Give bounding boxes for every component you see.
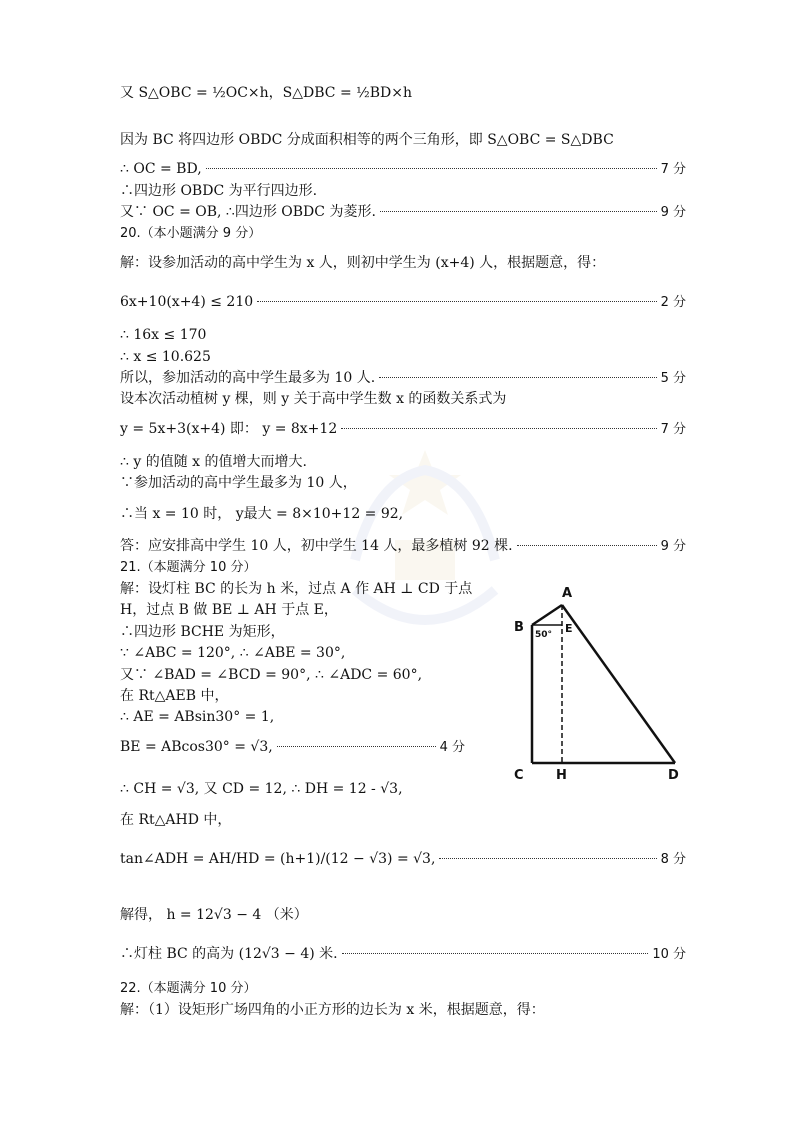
line-area-formulas: 又 S△OBC = ½OC×h，S△DBC = ½BD×h bbox=[120, 85, 412, 101]
label-angle: 50° bbox=[535, 630, 553, 640]
score-label: 9 分 bbox=[660, 539, 686, 554]
segment-ad bbox=[562, 605, 675, 763]
line-rhombus: 又∵ OC = OB, ∴四边形 OBDC 为菱形. 9 分 bbox=[120, 204, 686, 220]
line-solve-h: 解得， h = 12√3 − 4 （米） bbox=[120, 907, 308, 923]
score-label: 8 分 bbox=[660, 852, 686, 867]
question-22-heading: 22.（本题满分 10 分） bbox=[120, 981, 257, 996]
label-e: E bbox=[565, 622, 573, 635]
label-a: A bbox=[562, 586, 573, 601]
question-21-heading: 21.（本题满分 10 分） bbox=[120, 560, 257, 575]
score-label: 7 分 bbox=[660, 162, 686, 177]
line-inequality: 6x+10(x+4) ≤ 210 2 分 bbox=[120, 294, 686, 310]
score-label: 7 分 bbox=[660, 422, 686, 437]
line-max-10: ∵参加活动的高中学生最多为 10 人， bbox=[120, 475, 357, 491]
line-tan: tan∠ADH = AH/HD = (h+1)/(12 − √3) = √3, 8 分 bbox=[120, 851, 686, 867]
line-q22-setup: 解：（1）设矩形广场四角的小正方形的边长为 x 米，根据题意，得： bbox=[120, 1002, 545, 1018]
line-rt-aeb: 在 Rt△AEB 中， bbox=[120, 688, 229, 704]
line-q21-setup-2: H，过点 B 做 BE ⊥ AH 于点 E， bbox=[120, 602, 338, 618]
score-label: 10 分 bbox=[652, 947, 686, 962]
line-bc-divides: 因为 BC 将四边形 OBDC 分成面积相等的两个三角形，即 S△OBC = S△DBC bbox=[120, 132, 614, 148]
label-c: C bbox=[514, 768, 524, 783]
question-20-heading: 20.（本小题满分 9 分） bbox=[120, 226, 262, 241]
score-label: 4 分 bbox=[439, 740, 465, 755]
label-h: H bbox=[556, 768, 567, 783]
line-oc-eq-bd: ∴ OC = BD, 7 分 bbox=[120, 161, 686, 177]
line-ch-dh: ∴ CH = √3, 又 CD = 12, ∴ DH = 12 - √3, bbox=[120, 781, 403, 797]
line-q21-setup: 解：设灯柱 BC 的长为 h 米，过点 A 作 AH ⊥ CD 于点 bbox=[120, 581, 473, 597]
line-function: y = 5x+3(x+4) 即： y = 8x+12 7 分 bbox=[120, 421, 686, 437]
line-rectangle: ∴四边形 BCHE 为矩形， bbox=[120, 624, 285, 640]
line-answer-21: ∴灯柱 BC 的高为 (12√3 − 4) 米. 10 分 bbox=[120, 946, 686, 962]
label-d: D bbox=[668, 768, 679, 783]
line-function-intro: 设本次活动植树 y 棵，则 y 关于高中学生数 x 的函数关系式为 bbox=[120, 391, 507, 407]
line-max-students: 所以，参加活动的高中学生最多为 10 人. 5 分 bbox=[120, 370, 686, 386]
score-label: 5 分 bbox=[660, 371, 686, 386]
line-q20-setup: 解：设参加活动的高中学生为 x 人，则初中学生为 (x+4) 人，根据题意，得： bbox=[120, 255, 606, 271]
line-ymax: ∴当 x = 10 时， y最大 = 8×10+12 = 92, bbox=[120, 506, 404, 522]
line-answer-20: 答：应安排高中学生 10 人，初中学生 14 人，最多植树 92 棵. 9 分 bbox=[120, 538, 686, 554]
line-x-bound: ∴ x ≤ 10.625 bbox=[120, 349, 211, 365]
line-increasing: ∴ y 的值随 x 的值增大而增大. bbox=[120, 454, 307, 470]
line-be: BE = ABcos30° = √3, 4 分 bbox=[120, 739, 465, 755]
score-label: 2 分 bbox=[660, 295, 686, 310]
line-angle-bad: 又∵ ∠BAD = ∠BCD = 90°, ∴ ∠ADC = 60°, bbox=[120, 667, 423, 683]
line-16x: ∴ 16x ≤ 170 bbox=[120, 327, 207, 343]
line-rt-ahd: 在 Rt△AHD 中， bbox=[120, 812, 232, 828]
label-b: B bbox=[514, 620, 524, 635]
lamp-post-figure bbox=[510, 585, 690, 785]
line-angle-abc: ∵ ∠ABC = 120°, ∴ ∠ABE = 30°, bbox=[120, 645, 346, 661]
score-label: 9 分 bbox=[660, 205, 686, 220]
segment-ab bbox=[532, 605, 562, 625]
line-parallelogram: ∴四边形 OBDC 为平行四边形. bbox=[120, 183, 318, 199]
line-ae: ∴ AE = ABsin30° = 1, bbox=[120, 709, 275, 725]
